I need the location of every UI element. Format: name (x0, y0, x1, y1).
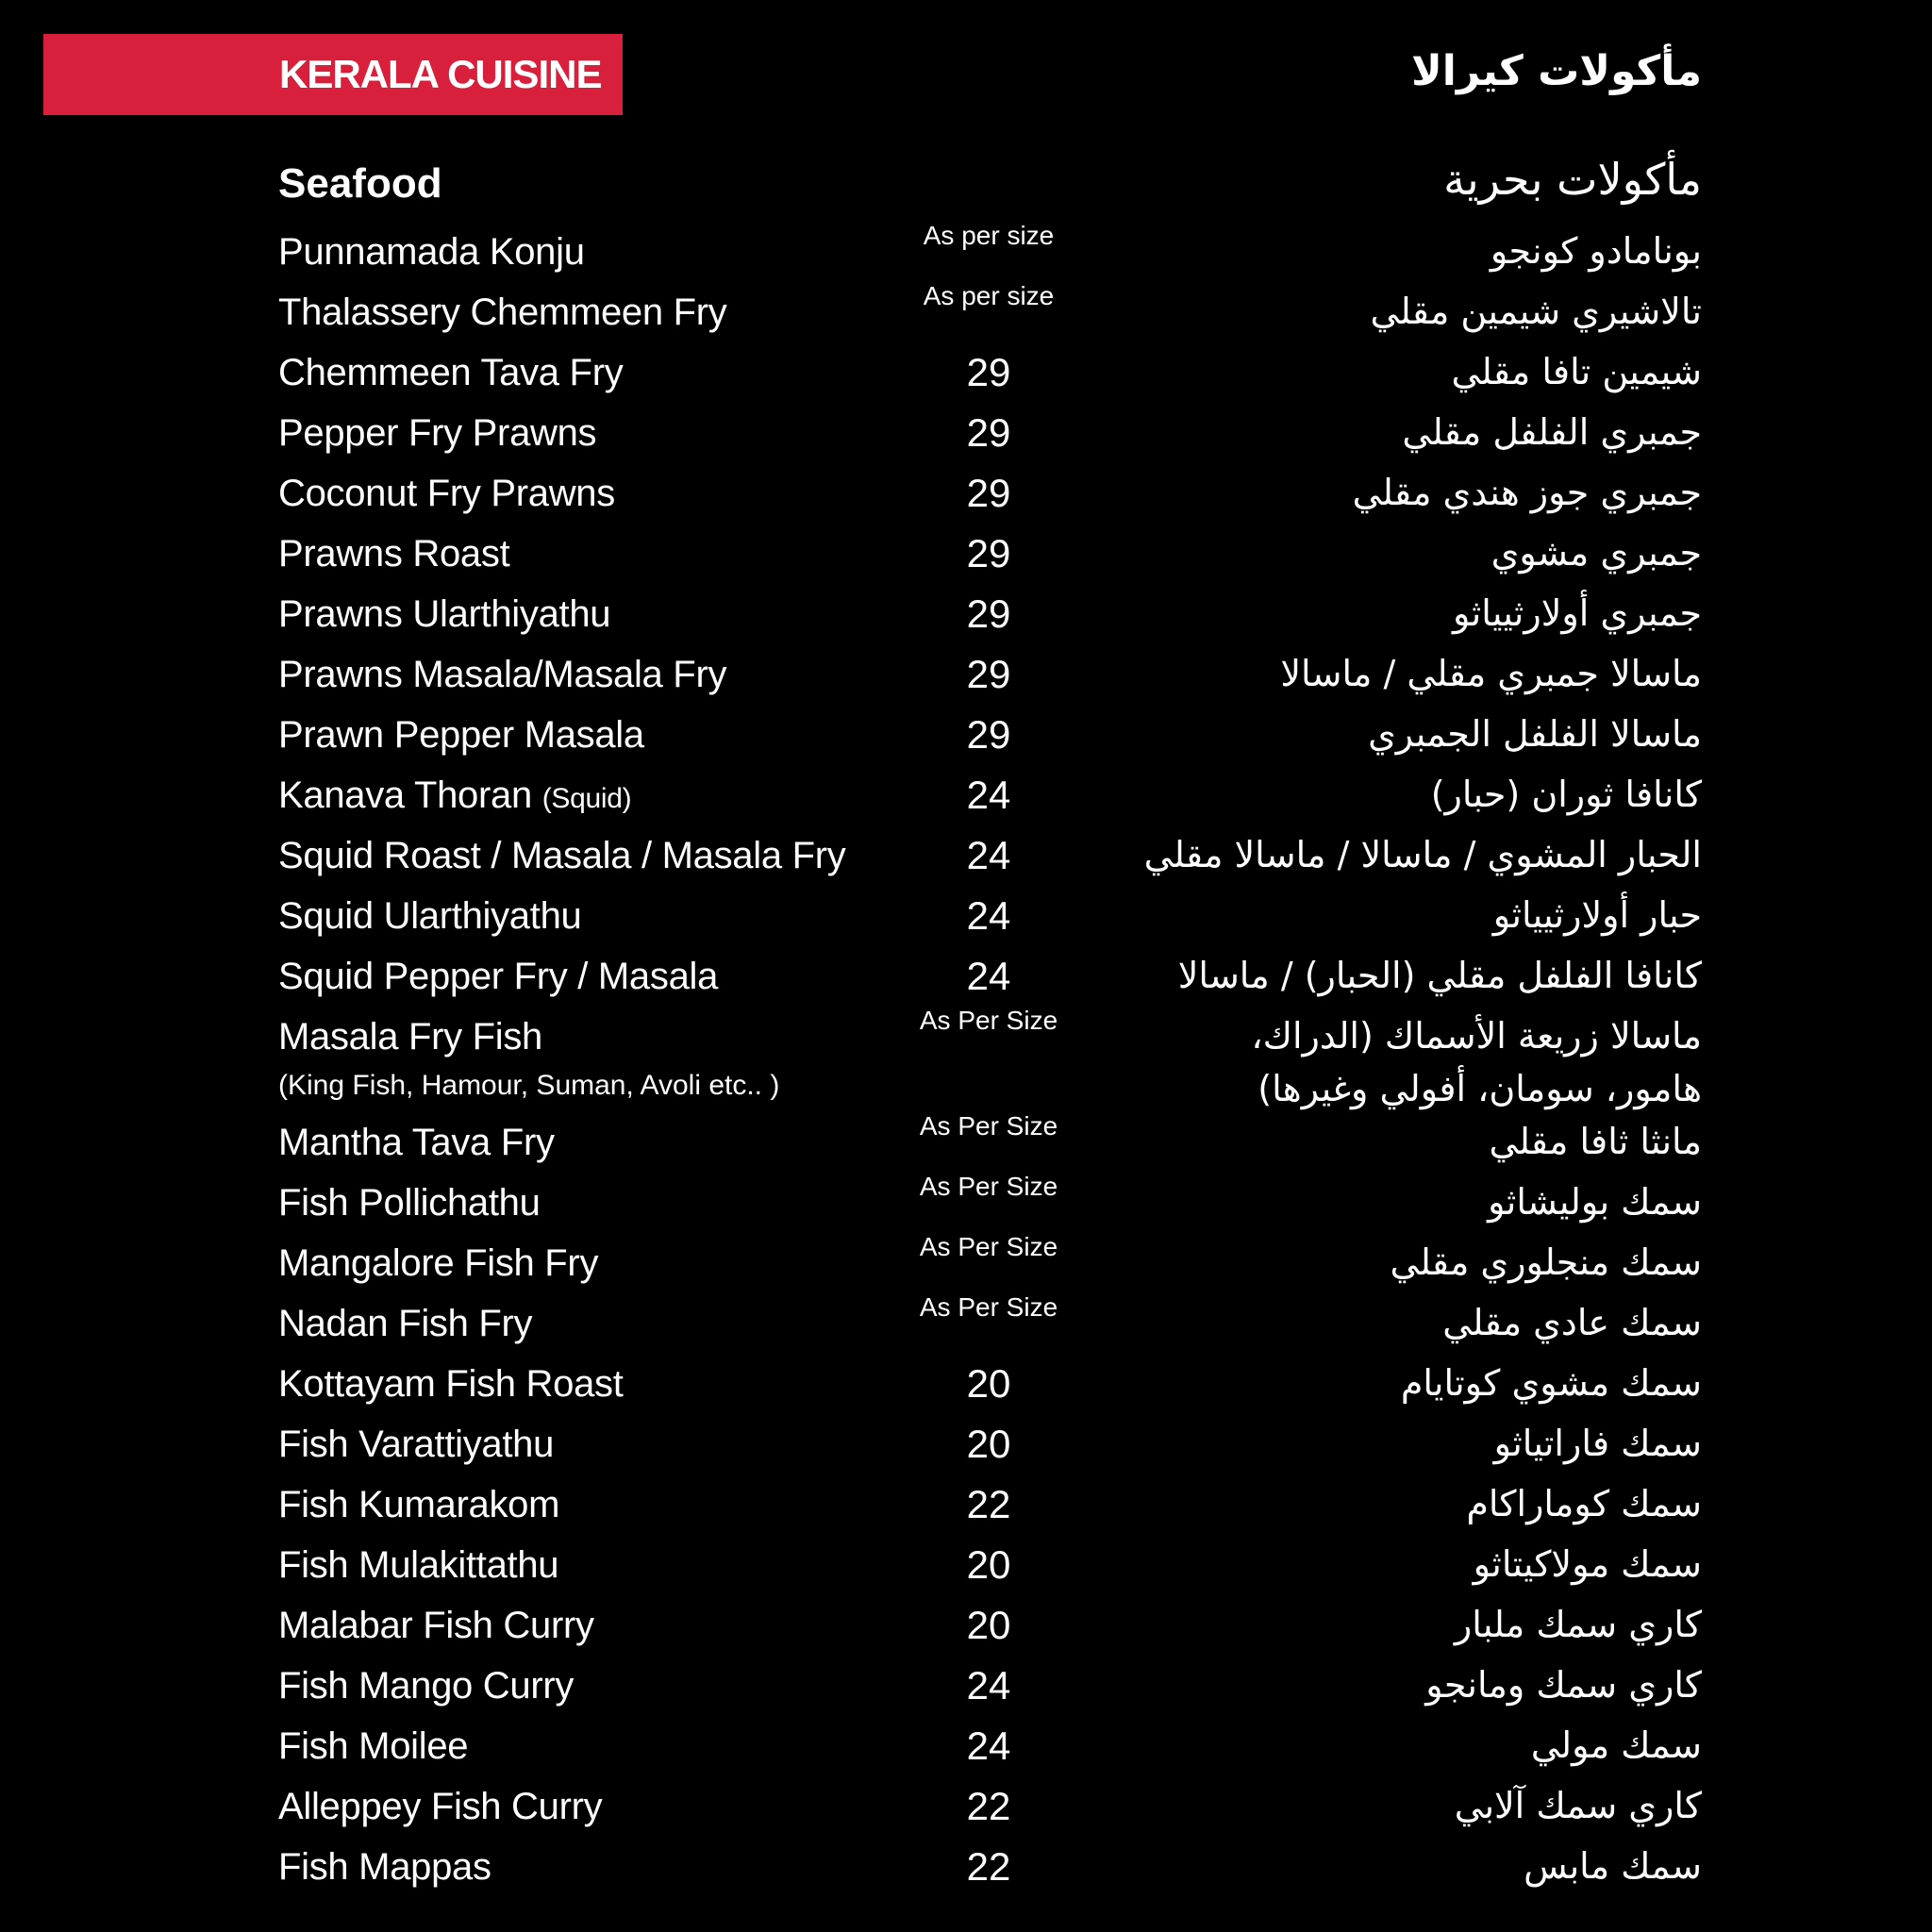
menu-item-price: 29 (966, 712, 1011, 757)
menu-item-name-text: Prawns Roast (278, 533, 510, 575)
menu-item-name (278, 714, 644, 757)
cuisine-banner (43, 34, 623, 115)
menu-item (0, 1721, 1932, 1781)
menu-item (0, 951, 1932, 1011)
menu-item-price: 29 (966, 410, 1011, 455)
menu-item-name (278, 533, 509, 575)
menu-item-subtext-arabic: هامور، سومان، أفولي وغيرها) (1257, 1068, 1702, 1109)
menu-item-price: 24 (966, 1724, 1011, 1768)
menu-item-name-arabic: مانثا ثافا مقلي (1489, 1121, 1702, 1162)
menu-item-name-text: Fish Varattiyathu (278, 1424, 555, 1465)
menu-item-name (278, 956, 718, 998)
menu-item-name-text: Squid Pepper Fry / Masala (278, 956, 719, 997)
menu-item (0, 1232, 1932, 1298)
menu-item-name-text: Mangalore Fish Fry (278, 1242, 599, 1284)
menu-item (0, 1006, 1932, 1117)
menu-item (0, 1419, 1932, 1479)
menu-item-name (278, 835, 845, 877)
menu-item-name-text: Fish Kumarakom (278, 1484, 560, 1525)
menu-item-name-arabic: جمبري أولارثيياثو (1453, 592, 1702, 634)
menu-item-name-text: Fish Moilee (278, 1725, 469, 1767)
menu-item-name-text: Fish Mulakittathu (278, 1544, 559, 1586)
menu-item-name-text: Alleppey Fish Curry (278, 1786, 603, 1827)
menu-item (0, 468, 1932, 528)
menu-item-price: 24 (966, 1663, 1011, 1707)
cuisine-title-arabic: مأكولات كيرالا (1411, 47, 1702, 95)
menu-item-price: 20 (966, 1542, 1011, 1587)
menu-item-name-arabic: شيمين تافا مقلي (1451, 351, 1702, 392)
menu-item-name (278, 654, 726, 696)
menu-item-name (278, 1016, 542, 1058)
menu-item (0, 1111, 1932, 1177)
menu-item-name-arabic: جمبري جوز هندي مقلي (1352, 472, 1702, 513)
menu-item-name-arabic: ماسالا زريعة الأسماك (الدراك، (1251, 1015, 1702, 1057)
menu-item-name-text: Malabar Fish Curry (278, 1605, 594, 1646)
menu-item (0, 408, 1932, 468)
menu-item-price: 22 (966, 1844, 1011, 1889)
menu-item-price: 29 (966, 350, 1011, 394)
menu-item-name-arabic: جمبري الفلفل مقلي (1402, 411, 1702, 453)
menu-item (0, 1358, 1932, 1419)
menu-item-name (278, 1786, 602, 1828)
menu-item-name-arabic: سمك منجلوري مقلي (1390, 1241, 1702, 1283)
menu-item-name-text: Chemmeen Tava Fry (278, 352, 624, 393)
section-title: Seafood (278, 160, 442, 207)
menu-item (0, 709, 1932, 770)
menu-item-name (278, 1484, 559, 1526)
menu-item-price: 22 (966, 1784, 1011, 1828)
menu-item-name-arabic: سمك بوليشاثو (1488, 1181, 1702, 1223)
menu-item-name (278, 593, 610, 636)
menu-list (0, 221, 1932, 1902)
menu-item-name-arabic: ماسالا الفلفل الجمبري (1368, 713, 1702, 755)
menu-item-name-text: Pepper Fry Prawns (278, 412, 597, 454)
menu-item-name-text: Masala Fry Fish (278, 1016, 542, 1058)
menu-item-name-arabic: كانافا الفلفل مقلي (الحبار) / ماسالا (1177, 955, 1702, 996)
menu-item-name-arabic: سمك مابس (1524, 1845, 1702, 1887)
menu-item-name-arabic: سمك مشوي كوتايام (1400, 1362, 1702, 1404)
menu-item-note: (Squid) (541, 783, 632, 814)
menu-item-name-arabic: بونامادو كونجو (1490, 230, 1702, 272)
menu-item (0, 347, 1932, 408)
menu-item (0, 1292, 1932, 1358)
menu-item-price: As Per Size (919, 1006, 1058, 1035)
menu-item-name-text: Mantha Tava Fry (278, 1122, 555, 1163)
menu-item-name-text: Fish Mappas (278, 1846, 491, 1888)
menu-item-name (278, 1303, 532, 1345)
menu-item-price: As Per Size (919, 1111, 1058, 1141)
menu-item (0, 281, 1932, 347)
menu-item-price: 24 (966, 954, 1011, 998)
menu-item-name-text: Kottayam Fish Roast (278, 1363, 624, 1405)
menu-item-price: As per size (923, 221, 1055, 250)
menu-item-name-arabic: حبار أولارثيياثو (1492, 894, 1702, 936)
menu-item-name (278, 412, 596, 455)
menu-item (0, 1479, 1932, 1540)
menu-item (0, 1172, 1932, 1238)
menu-item-price: 20 (966, 1361, 1011, 1406)
menu-item (0, 770, 1932, 830)
cuisine-title: KERALA CUISINE (279, 52, 602, 96)
menu-item-name (278, 1363, 624, 1406)
menu-item-name-text: Prawn Pepper Masala (278, 714, 644, 756)
menu-item-name (278, 291, 726, 334)
menu-item-name (278, 1665, 574, 1707)
menu-item-name-text: Nadan Fish Fry (278, 1303, 533, 1344)
menu-item-price: 29 (966, 531, 1011, 575)
menu-item-name-text: Coconut Fry Prawns (278, 473, 615, 514)
menu-item-name (278, 774, 631, 817)
menu-item (0, 649, 1932, 709)
menu-item-name (278, 1725, 468, 1768)
menu-item-name-arabic: كاري سمك ومانجو (1425, 1664, 1702, 1706)
menu-item-name (278, 1544, 558, 1587)
menu-item (0, 1781, 1932, 1841)
menu-item-price: As Per Size (919, 1172, 1058, 1201)
menu-item-name (278, 895, 581, 938)
menu-item-name-arabic: تالاشيري شيمين مقلي (1370, 291, 1702, 332)
menu-item-name-text: Punnamada Konju (278, 231, 585, 273)
menu-item-name-text: Fish Mango Curry (278, 1665, 575, 1707)
menu-item-name (278, 473, 615, 515)
menu-item-name (278, 1122, 555, 1164)
menu-item-name-arabic: جمبري مشوي (1491, 532, 1702, 574)
menu-item-price: 20 (966, 1422, 1011, 1466)
menu-item-name-text: Kanava Thoran (278, 774, 532, 816)
menu-item-price: 20 (966, 1603, 1011, 1647)
menu-item-name-arabic: سمك عادي مقلي (1442, 1302, 1702, 1343)
menu-item-price: As Per Size (919, 1232, 1058, 1261)
menu-item-name-text: Prawns Masala/Masala Fry (278, 654, 727, 695)
menu-item-name-arabic: الحبار المشوي / ماسالا / ماسالا مقلي (1143, 834, 1702, 875)
menu-item (0, 1841, 1932, 1902)
menu-item-price: 29 (966, 471, 1011, 515)
menu-item-name-arabic: سمك مولي (1530, 1724, 1702, 1766)
menu-item-subtext: (King Fish, Hamour, Suman, Avoli etc.. ) (278, 1070, 780, 1101)
menu-item-name (278, 1605, 594, 1647)
menu-item-name-text: Squid Roast / Masala / Masala Fry (278, 835, 846, 876)
menu-item-name-arabic: سمك فاراتياثو (1493, 1423, 1702, 1464)
menu-item-name-arabic: كاري سمك آلابي (1454, 1785, 1702, 1826)
menu-item-price: As Per Size (919, 1292, 1058, 1322)
menu-item-name-text: Fish Pollichathu (278, 1182, 541, 1224)
menu-item-price: 29 (966, 652, 1011, 696)
section-title-arabic: مأكولات بحرية (1443, 154, 1702, 205)
menu-item (0, 1660, 1932, 1721)
menu-item-price: As per size (923, 281, 1055, 310)
menu-item-name-arabic: ماسالا جمبري مقلي / ماسالا (1280, 653, 1702, 694)
menu-item (0, 1540, 1932, 1600)
menu-item-name (278, 352, 623, 394)
menu-item (0, 221, 1932, 287)
menu-item-name-arabic: كاري سمك ملبار (1454, 1604, 1702, 1645)
menu-item (0, 589, 1932, 649)
menu-item (0, 528, 1932, 589)
menu-item-name (278, 1424, 554, 1466)
menu-item-name-arabic: كانافا ثوران (حبار) (1430, 774, 1702, 815)
menu-item (0, 830, 1932, 891)
menu-item-name (278, 1242, 598, 1285)
menu-item-price: 24 (966, 773, 1011, 817)
menu-item-name-text: Thalassery Chemmeen Fry (278, 291, 727, 333)
menu-item-price: 24 (966, 833, 1011, 877)
menu-item-price: 24 (966, 893, 1011, 938)
menu-item-price: 22 (966, 1482, 1011, 1526)
menu-item-name (278, 1182, 541, 1224)
menu-item (0, 891, 1932, 951)
menu-item-name-arabic: سمك كوماراكام (1466, 1483, 1702, 1524)
menu-item-name (278, 231, 585, 274)
menu-item-name (278, 1846, 491, 1889)
menu-item (0, 1600, 1932, 1660)
menu-item-name-text: Prawns Ularthiyathu (278, 593, 611, 635)
menu-item-name-text: Squid Ularthiyathu (278, 895, 582, 937)
menu-item-name-arabic: سمك مولاكيتاثو (1473, 1543, 1702, 1585)
menu-item-price: 29 (966, 591, 1011, 636)
